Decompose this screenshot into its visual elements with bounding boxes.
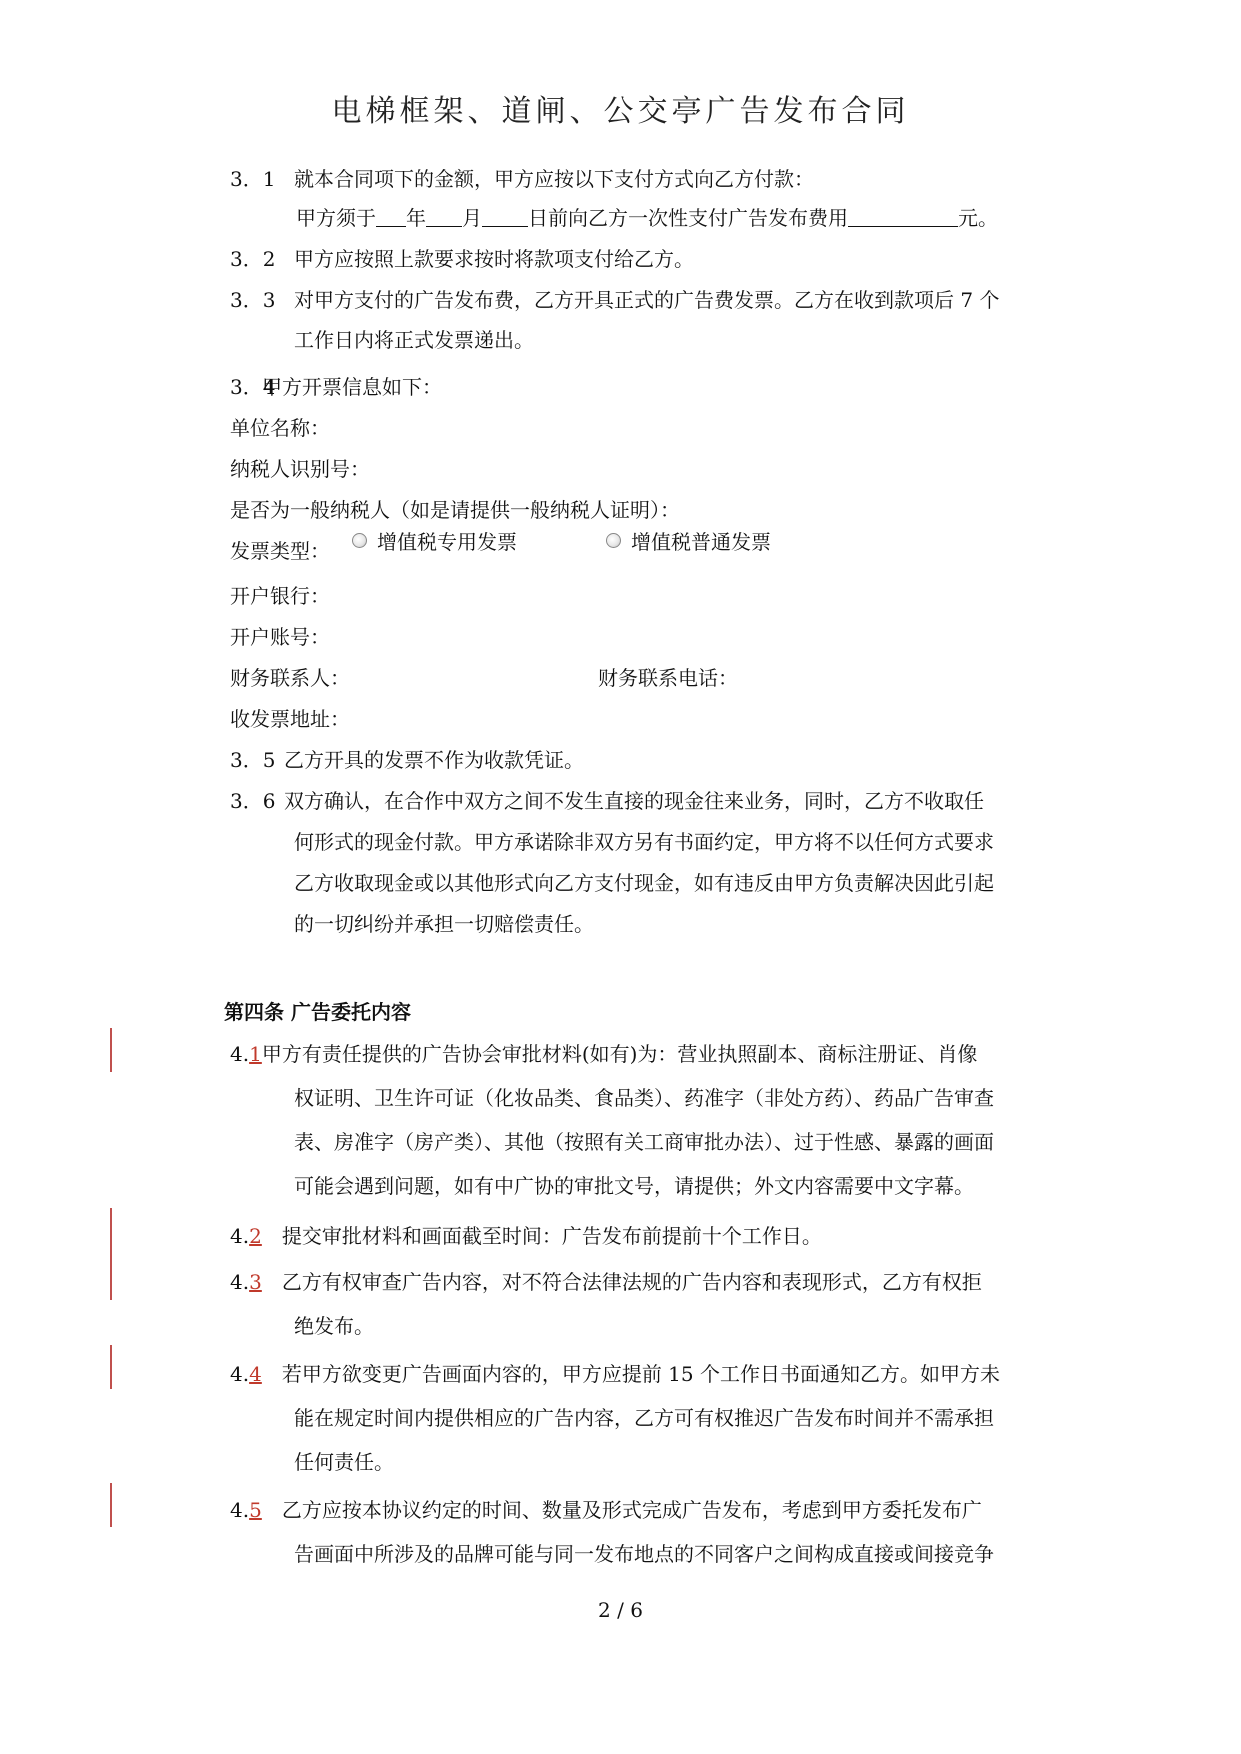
revision-number: 3 bbox=[249, 1270, 262, 1294]
invoice-option-normal[interactable] bbox=[606, 528, 771, 556]
field-invoice-type: 发票类型： bbox=[230, 539, 330, 563]
clause-number: 3．1 bbox=[230, 167, 276, 191]
clause-number: 3．4 bbox=[230, 375, 276, 399]
revision-bar bbox=[110, 1208, 112, 1300]
clause-4-5-line-2: 告画面中所涉及的品牌可能与同一发布地点的不同客户之间构成直接或间接竞争 bbox=[294, 1542, 994, 1566]
clause-3-2 bbox=[230, 245, 694, 273]
year-label: 年 bbox=[406, 206, 426, 230]
clause-number-prefix: 4. bbox=[230, 1498, 250, 1522]
clause-number-prefix: 4. bbox=[230, 1362, 250, 1386]
section-heading-4: 第四条 广告委托内容 bbox=[224, 1000, 411, 1024]
clause-4-4 bbox=[230, 1360, 1000, 1388]
revision-bar bbox=[110, 1483, 112, 1527]
clause-3-6 bbox=[230, 787, 984, 815]
revision-bar bbox=[110, 1028, 112, 1072]
clause-4-5 bbox=[230, 1496, 982, 1524]
radio-icon[interactable] bbox=[606, 533, 621, 548]
revision-number: 5 bbox=[249, 1498, 262, 1522]
clause-number: 3．2 bbox=[230, 247, 276, 271]
revision-bar bbox=[110, 1345, 112, 1389]
field-finance-phone: 财务联系电话： bbox=[598, 666, 738, 690]
clause-4-1-line-2: 权证明、卫生许可证（化妆品类、食品类）、药准字（非处方药）、药品广告审查 bbox=[294, 1086, 994, 1110]
clause-text: 甲方开票信息如下： bbox=[262, 375, 442, 399]
month-label: 月 bbox=[462, 206, 482, 230]
clause-text: 对甲方支付的广告发布费，乙方开具正式的广告费发票。乙方在收到款项后 7 个 bbox=[294, 288, 1000, 312]
clause-number-prefix: 4. bbox=[230, 1270, 250, 1294]
clause-4-1 bbox=[230, 1040, 977, 1068]
clause-4-3-line-2: 绝发布。 bbox=[294, 1314, 374, 1338]
clause-3-3-continued: 工作日内将正式发票递出。 bbox=[294, 328, 534, 352]
unit-label: 元。 bbox=[958, 206, 998, 230]
field-bank: 开户银行： bbox=[230, 584, 330, 608]
clause-text: 乙方应按本协议约定的时间、数量及形式完成广告发布，考虑到甲方委托发布广 bbox=[281, 1498, 982, 1522]
day-blank[interactable] bbox=[482, 206, 528, 227]
field-account: 开户账号： bbox=[230, 625, 330, 649]
amount-blank[interactable] bbox=[848, 206, 958, 227]
clause-text: 若甲方欲变更广告画面内容的，甲方应提前 15 个工作日书面通知乙方。如甲方未 bbox=[281, 1362, 1000, 1386]
radio-icon[interactable] bbox=[352, 533, 367, 548]
clause-4-1-line-4: 可能会遇到问题，如有中广协的审批文号，请提供；外文内容需要中文字幕。 bbox=[294, 1174, 974, 1198]
clause-4-4-line-3: 任何责任。 bbox=[294, 1450, 394, 1474]
clause-3-1 bbox=[230, 165, 814, 193]
clause-text: 甲方有责任提供的广告协会审批材料(如有)为：营业执照副本、商标注册证、肖像 bbox=[261, 1042, 978, 1066]
clause-4-1-line-3: 表、房准字（房产类）、其他（按照有关工商审批办法）、过于性感、暴露的画面 bbox=[294, 1130, 994, 1154]
clause-3-6-line-2: 何形式的现金付款。甲方承诺除非双方另有书面约定，甲方将不以任何方式要求 bbox=[294, 830, 994, 854]
document-title: 电梯框架、道闸、公交亭广告发布合同 bbox=[331, 94, 910, 129]
invoice-option-label: 增值税专用发票 bbox=[377, 530, 517, 554]
clause-3-6-line-3: 乙方收取现金或以其他形式向乙方支付现金，如有违反由甲方负责解决因此引起 bbox=[294, 871, 994, 895]
clause-text: 就本合同项下的金额，甲方应按以下支付方式向乙方付款： bbox=[294, 167, 814, 191]
revision-number: 2 bbox=[249, 1224, 262, 1248]
field-finance-contact: 财务联系人： bbox=[230, 666, 350, 690]
clause-text: 乙方有权审查广告内容，对不符合法律法规的广告内容和表现形式，乙方有权拒 bbox=[281, 1270, 982, 1294]
clause-4-3 bbox=[230, 1268, 982, 1296]
clause-4-4-line-2: 能在规定时间内提供相应的广告内容，乙方可有权推迟广告发布时间并不需承担 bbox=[294, 1406, 994, 1430]
clause-number-prefix: 4. bbox=[230, 1224, 250, 1248]
clause-text: 甲方应按照上款要求按时将款项支付给乙方。 bbox=[294, 247, 694, 271]
invoice-option-special[interactable] bbox=[352, 528, 517, 556]
clause-text: 提交审批材料和画面截至时间：广告发布前提前十个工作日。 bbox=[281, 1224, 822, 1248]
clause-3-4 bbox=[230, 373, 442, 401]
field-taxpayer-id: 纳税人识别号： bbox=[230, 457, 370, 481]
clause-4-2 bbox=[230, 1222, 822, 1250]
payment-text: 日前向乙方一次性支付广告发布费用 bbox=[528, 206, 848, 230]
invoice-option-label: 增值税普通发票 bbox=[631, 530, 771, 554]
field-unit-name: 单位名称： bbox=[230, 416, 330, 440]
year-blank[interactable] bbox=[376, 206, 406, 227]
revision-number: 1 bbox=[249, 1042, 262, 1066]
clause-3-3 bbox=[230, 286, 999, 314]
month-blank[interactable] bbox=[426, 206, 462, 227]
clause-number: 3．5 bbox=[230, 748, 276, 772]
clause-number: 3．3 bbox=[230, 288, 276, 312]
clause-text: 乙方开具的发票不作为收款凭证。 bbox=[284, 748, 584, 772]
revision-number: 4 bbox=[249, 1362, 262, 1386]
field-general-taxpayer: 是否为一般纳税人（如是请提供一般纳税人证明）： bbox=[230, 498, 680, 522]
field-invoice-address: 收发票地址： bbox=[230, 707, 350, 731]
clause-number: 3．6 bbox=[230, 789, 276, 813]
payment-text-prefix: 甲方须于 bbox=[296, 206, 376, 230]
page-number: 2 / 6 bbox=[598, 1598, 643, 1622]
clause-text: 双方确认，在合作中双方之间不发生直接的现金往来业务，同时，乙方不收取任 bbox=[284, 789, 984, 813]
clause-3-6-line-4: 的一切纠纷并承担一切赔偿责任。 bbox=[294, 912, 594, 936]
clause-number-prefix: 4. bbox=[230, 1042, 250, 1066]
clause-3-5 bbox=[230, 746, 584, 774]
payment-deadline-line bbox=[296, 204, 998, 232]
